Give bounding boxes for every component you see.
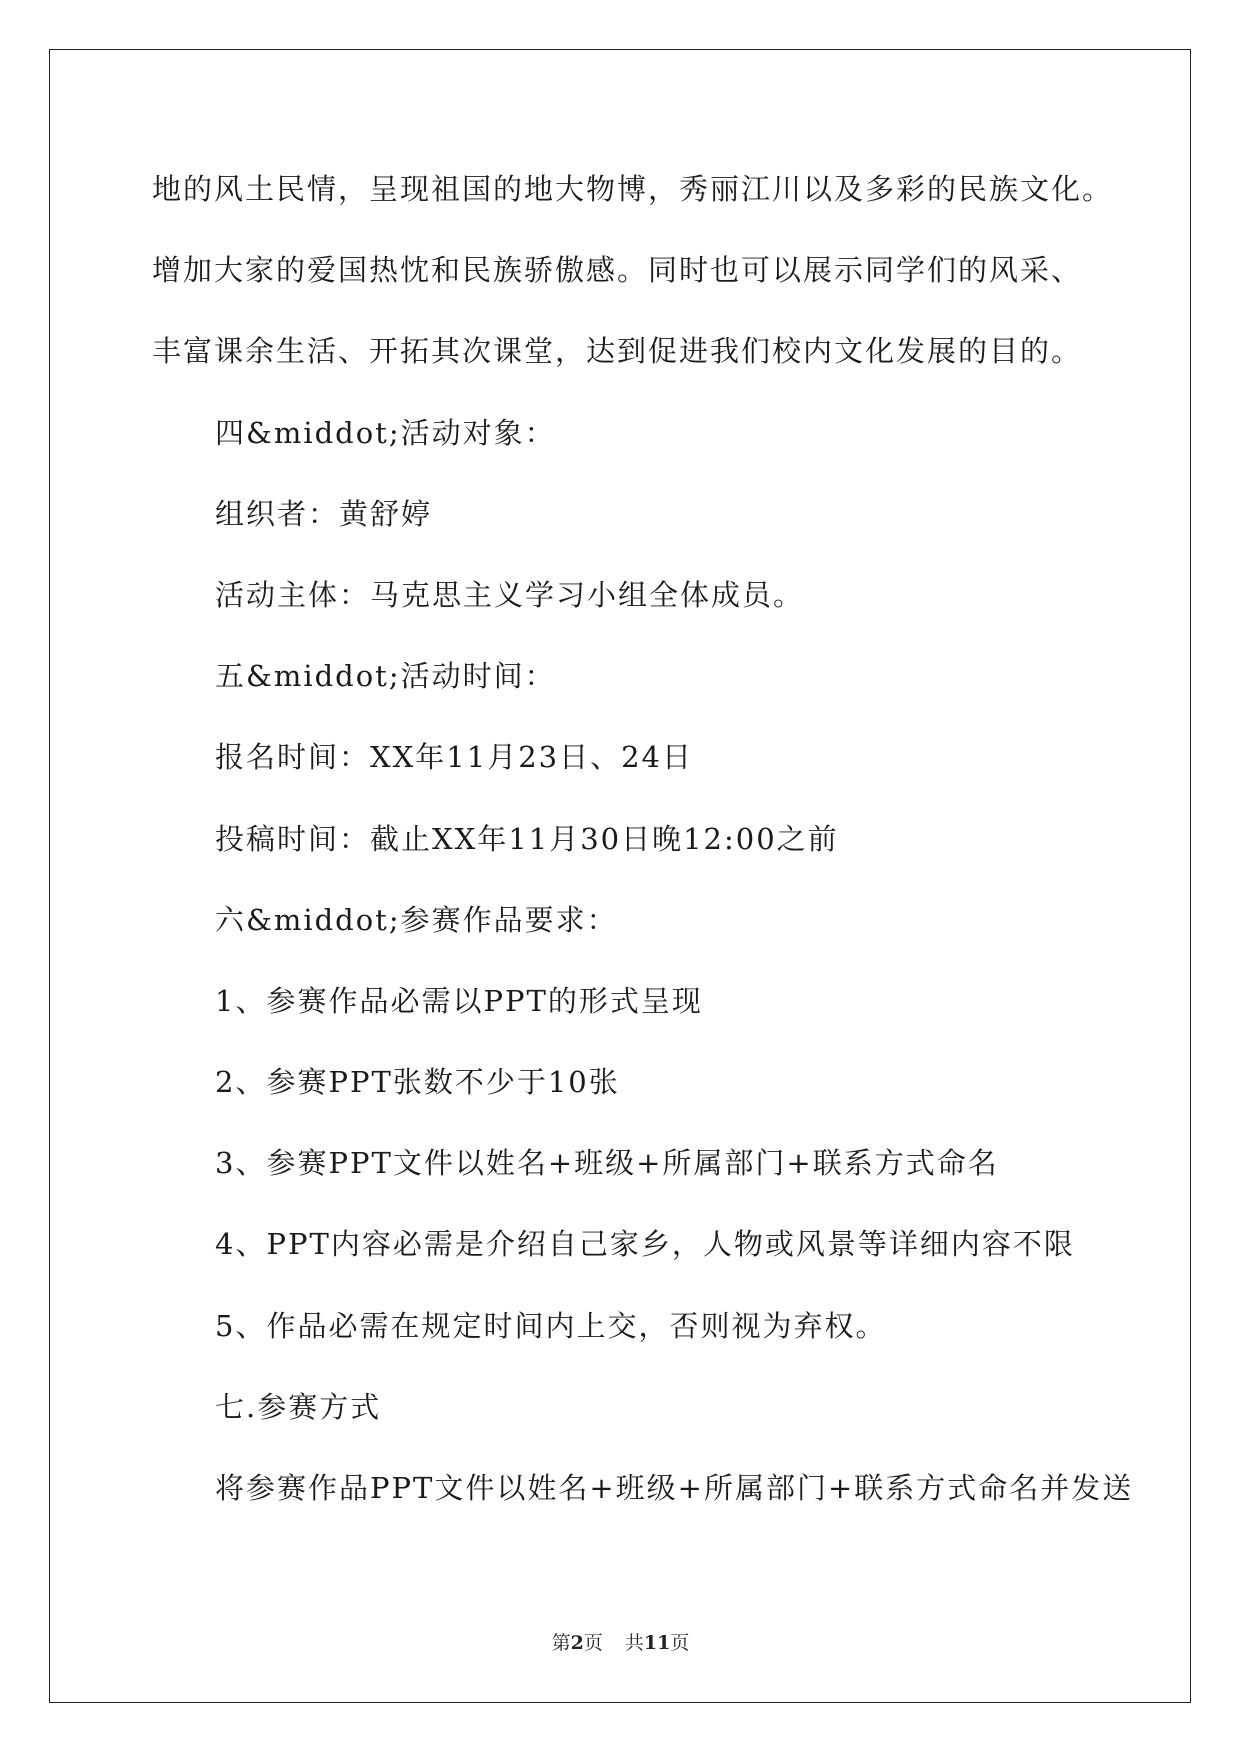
paragraph-line: 丰富课余生活、开拓其次课堂，达到促进我们校内文化发展的目的。 (152, 334, 1083, 369)
page-number: 2 (570, 1632, 584, 1654)
paragraph-line: 报名时间：XX年11月23日、24日 (215, 740, 693, 775)
list-item: 5、作品必需在规定时间内上交，否则视为弃权。 (215, 1308, 887, 1343)
page-label-suffix: 页 (583, 1632, 603, 1654)
section-heading: 四&middot;活动对象： (215, 415, 556, 450)
section-heading: 五&middot;活动时间： (215, 659, 556, 694)
paragraph-line: 组织者：黄舒婷 (215, 496, 433, 531)
total-pages: 11 (643, 1632, 671, 1654)
section-heading: 七.参赛方式 (215, 1389, 382, 1424)
paragraph-line: 投稿时间：截止XX年11月30日晚12:00之前 (215, 821, 839, 856)
section-heading: 六&middot;参赛作品要求： (215, 902, 618, 937)
paragraph-line: 将参赛作品PPT文件以姓名+班级+所属部门+联系方式命名并发送 (215, 1471, 1134, 1505)
document-body (152, 165, 1132, 1545)
list-item: 2、参赛PPT张数不少于10张 (215, 1065, 620, 1100)
page-label-prefix: 第 (551, 1632, 571, 1654)
total-label-suffix: 页 (670, 1632, 690, 1654)
list-item: 4、PPT内容必需是介绍自己家乡，人物或风景等详细内容不限 (215, 1227, 1075, 1262)
paragraph-line: 活动主体：马克思主义学习小组全体成员。 (215, 577, 805, 612)
list-item: 1、参赛作品必需以PPT的形式呈现 (215, 983, 703, 1018)
list-item: 3、参赛PPT文件以姓名+班级+所属部门+联系方式命名 (215, 1146, 999, 1181)
total-label-prefix: 共 (624, 1632, 644, 1654)
paragraph-line: 增加大家的爱国热忱和民族骄傲感。同时也可以展示同学们的风采、 (152, 253, 1083, 288)
page-footer (0, 1628, 1241, 1655)
paragraph-line: 地的风土民情，呈现祖国的地大物博，秀丽江川以及多彩的民族文化。 (152, 172, 1114, 206)
